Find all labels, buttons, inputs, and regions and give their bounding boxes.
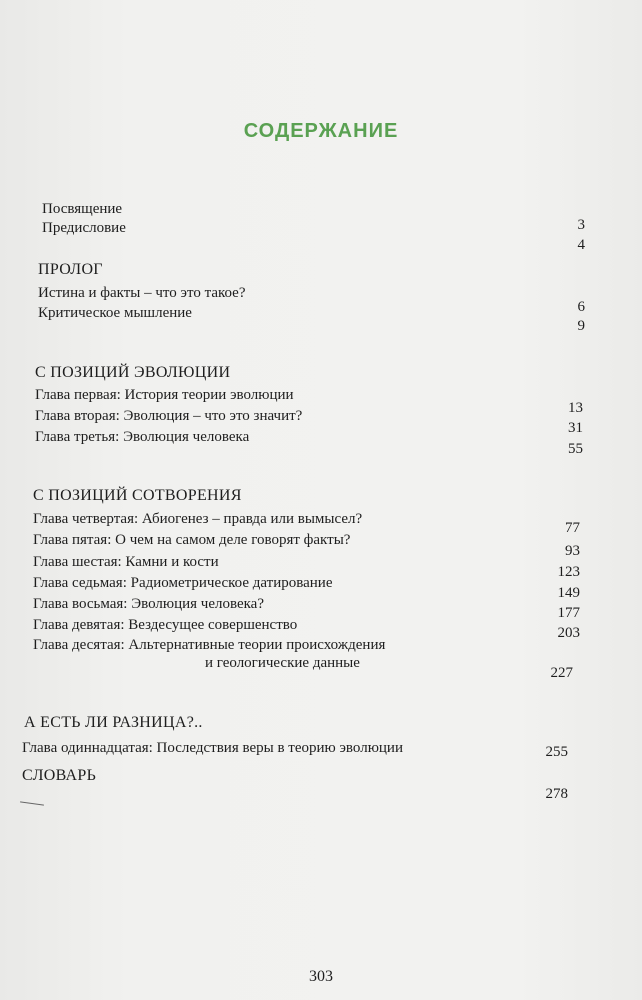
page-number: 149 [557,585,580,601]
section-heading-glossary: СЛОВАРЬ [22,767,97,784]
toc-entry: Глава десятая: Альтернативные теории происхождения [33,637,386,653]
page-number: 31 [568,420,583,436]
toc-entry: Глава первая: История теории эволюции [35,387,294,403]
toc-entry-preface: Предисловие [42,220,126,236]
toc-entry: Глава шестая: Камни и кости [33,554,219,570]
toc-entry: Глава четвертая: Абиогенез – правда или вымысел? [33,511,363,527]
section-heading-creation: С ПОЗИЦИЙ СОТВОРЕНИЯ [33,487,242,504]
page-folio: 303 [309,968,333,985]
page-number: 6 [577,299,585,315]
section-heading-prologue: ПРОЛОГ [38,261,103,278]
toc-entry: Глава пятая: О чем на самом деле говорят факты? [33,532,351,548]
section-heading-evolution: С ПОЗИЦИЙ ЭВОЛЮЦИИ [35,364,231,381]
page-number: 3 [577,217,585,233]
toc-entry: Критическое мышление [38,305,192,321]
toc-entry: Глава девятая: Вездесущее совершенство [33,617,298,633]
toc-entry: Истина и факты – что это такое? [38,285,246,301]
toc-entry: Глава третья: Эволюция человека [35,429,250,445]
page-number: 93 [565,543,580,559]
toc-entry: Глава одиннадцатая: Последствия веры в теорию эволюции [22,740,403,756]
page-number: 177 [557,605,580,621]
page-number: 227 [550,665,573,681]
page-number: 55 [568,441,583,457]
page-number: 9 [577,318,585,334]
toc-entry: Глава восьмая: Эволюция человека? [33,596,264,612]
toc-entry: Глава седьмая: Радиометрическое датирование [33,575,333,591]
page-number: 255 [545,744,568,760]
toc-entry: Глава вторая: Эволюция – что это значит? [35,408,303,424]
ink-mark [20,801,44,805]
page-number: 13 [568,400,583,416]
page-number: 278 [545,786,568,802]
page-number: 77 [565,520,580,536]
page-title: СОДЕРЖАНИЕ [243,120,399,142]
page-number: 123 [557,564,580,580]
section-heading-difference: А ЕСТЬ ЛИ РАЗНИЦА?.. [24,714,203,731]
toc-entry-continuation: и геологические данные [205,655,360,671]
toc-entry-dedication: Посвящение [42,201,123,217]
page-number: 203 [557,625,580,641]
page-number: 4 [577,237,585,253]
